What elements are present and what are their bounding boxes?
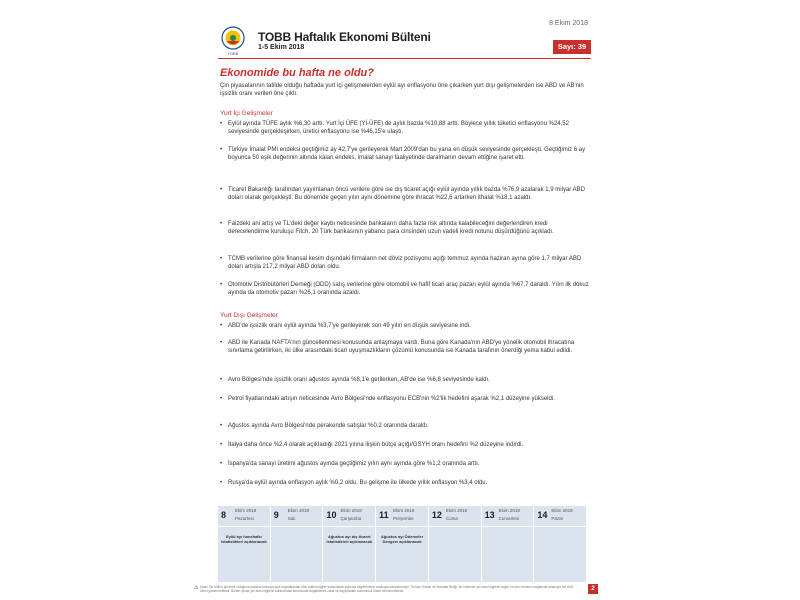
bulletin-week: 1-5 Ekim 2018 xyxy=(258,44,305,51)
warning-icon: ⚠ xyxy=(194,585,199,591)
day-name: Pazartesi xyxy=(235,516,254,521)
day-note: Ağustos ayı dış ticaret istatistikleri açıklanacak xyxy=(323,527,375,582)
day-note: Ağustos ayı Ödemeler Dengesi açıklanacak xyxy=(376,527,428,582)
day-note xyxy=(482,527,534,582)
intro-paragraph: Çin piyasalarının tatilde olduğu haftada yurt içi gelişmelerden eylül ayı enflasyonu öne çıkarken yurt dışı gelişmelerden ise ABD ve AB'nin işsizlik oranı verileri öne çıktı. xyxy=(220,83,584,97)
svg-text:TOBB: TOBB xyxy=(227,51,239,56)
day-name: Cuma xyxy=(445,516,458,521)
day-name: Salı xyxy=(287,516,296,521)
day-month: Ekim 2018 xyxy=(393,508,415,513)
day-month: Ekim 2018 xyxy=(551,508,573,513)
calendar-day xyxy=(376,506,428,582)
foreign-item: • İtalya daha önce %2,4 olarak açıkladığı 2021 yılına ilişkin bütçe açığı/GSYH oranı hedefini %2 düzeyine indirdi. xyxy=(220,442,524,448)
foreign-item: • Avro Bölgesi'nde işsizlik oranı ağustos ayında %8,1'e gerilerken, AB'de ise %6,8 seviyesinde kaldı. xyxy=(220,377,490,383)
foreign-item: • Rusya'da eylül ayında enflasyon aylık %0,2 oldu. Bu gelişme ile ülkede yıllık enflasyon %3,4 oldu. xyxy=(220,480,488,486)
domestic-item: • Otomotiv Distribütörleri Derneği (ODD) satış verilerine göre otomobil ve hafif ticari araç pazarı eylül ayında %67,7 daraldı. Yılın ilk dokuz ayında da otomotiv pazarı %26,1 oranında azaldı. xyxy=(220,282,589,296)
foreign-item: • Petrol fiyatlarındaki artışın neticesinde Avro Bölgesi'nde enflasyonu ECB'nin %2'lik hedefini aşarak %2,1 düzeyine yükseldi. xyxy=(220,396,555,402)
week-calendar xyxy=(218,506,586,582)
day-number: 13 xyxy=(484,510,495,520)
day-name: Perşembe xyxy=(393,516,414,521)
bulletin-title: TOBB Haftalık Ekonomi Bülteni xyxy=(258,30,431,44)
day-note xyxy=(429,527,481,582)
day-number: 14 xyxy=(537,510,548,520)
main-heading: Ekonomide bu hafta ne oldu? xyxy=(220,67,374,79)
calendar-day xyxy=(323,506,375,582)
foreign-item: • Ağustos ayında Avro Bölgesi'nde perakende satışlar %0,2 oranında daraldı. xyxy=(220,423,429,429)
domestic-item: • Ticaret Bakanlığı tarafından yayımlanan öncü verilere göre ise dış ticaret açığı eylül ayında yıllık bazda %76,9 azalarak 1,9 milyar ABD doları olarak gerçekleşti. Bu dönemde geçen yılın aynı dönemine göre ihracat %22,6 artarken ithalat %18,1 azaldı. xyxy=(220,187,585,201)
calendar-day xyxy=(534,506,586,582)
domestic-item: • Türkiye İmalat PMI endeksi geçtiğimiz ay 42,7'ye gerileyerek Mart 2009'dan bu yana en düşük seviyesinde gerçekleşti. Geçtiğimiz 6 ay boyunca 50 eşik değerinin altında kalan endeks, imalat sanayi faaliyetinde daralmanın devam ettiğine işaret etti. xyxy=(220,147,586,161)
day-month: Ekim 2018 xyxy=(287,508,309,513)
bulletin-page xyxy=(194,10,600,596)
day-name: Cumartesi xyxy=(498,516,520,521)
foreign-section-title: Yurt Dışı Gelişmeler xyxy=(220,312,278,319)
day-note: Eylül ayı hanehalkı istatistikleri açıklanacak xyxy=(218,527,270,582)
foreign-item: • ABD ile Kanada NAFTA'nın güncellenmesi konusunda anlaşmaya vardı. Buna göre Kanada'nın ABD'ye yönelik otomobil ihracatına sınırlama getirilirken, iki ülke arasındaki ticari uyuşmazlıkların çözümü konusunda ise Kanada tarafının önerdiği yema kabul edildi. xyxy=(220,340,575,354)
day-name: Çarşamba xyxy=(340,516,362,521)
issue-badge: Sayı: 39 xyxy=(553,40,591,54)
calendar-day xyxy=(429,506,481,582)
day-month: Ekim 2018 xyxy=(235,508,257,513)
domestic-section-title: Yurt İçi Gelişmeler xyxy=(220,110,273,117)
day-month: Ekim 2018 xyxy=(340,508,362,513)
day-number: 11 xyxy=(379,510,389,520)
domestic-item: • Faizdeki ani artış ve TL'deki değer kaybı neticesinde bankaların daha fazla risk altında kalabileceğini değerlendiren kredi derecelendirme kuruluşu Fitch, 20 Türk bankasının yabancı para cinsinden uzun vadeli kredi notunu düşürdüğünü açıkladı. xyxy=(220,221,554,235)
day-number: 8 xyxy=(221,510,227,520)
calendar-day xyxy=(482,506,534,582)
day-note xyxy=(534,527,586,582)
calendar-day xyxy=(218,506,270,582)
day-name: Pazar xyxy=(551,516,564,521)
foreign-item: • İspanya'da sanayi üretimi ağustos ayında geçtiğimiz yılın aynı ayında göre %1,2 oranında arttı. xyxy=(220,461,480,467)
day-number: 10 xyxy=(326,510,337,520)
calendar-day xyxy=(271,506,323,582)
foreign-item: • ABD'de işsizlik oranı eylül ayında %3,7'ye gerileyerek son 49 yılın en düşük seviyesine indi. xyxy=(220,323,471,329)
day-month: Ekim 2018 xyxy=(498,508,520,513)
header-divider xyxy=(218,58,591,59)
domestic-item: • Eylül ayında TÜFE aylık %6,30 arttı. Yurt İçi ÜFE (Yİ-ÜFE) de aylık bazda %10,88 arttı. Böylece yıllık tüketici enflasyonu %24,52 seviyesinde gerçekleşirken, üretici enflasyonu ise %46,15'e ulaştı. xyxy=(220,121,569,135)
bulletin-date: 8 Ekim 2018 xyxy=(549,20,588,27)
day-number: 12 xyxy=(431,510,442,520)
tobb-logo xyxy=(220,25,246,57)
disclaimer: Uyarı: Bu bülten güvenilir olduğuna inanılan kamuya açık kaynaklardan elde edilen bilgiler kullanılarak yalnızca bilgilendirme amacıyla hazırlanmıştır. Türkiye Odalar ve Borsalar Birliği, bu bültende yer alan bilgilerin doğru ve tam olmasını sağlamak amacıyla her türlü özeni göstermektedir. Bülten içinde yer alan bilgilerin kullanılması sonucunda doğabilecek zarar ve kayıplardan sorumluluk kabul edilmemektedir. xyxy=(200,585,574,593)
day-number: 9 xyxy=(273,510,279,520)
day-note xyxy=(271,527,323,582)
page-number: 2 xyxy=(588,584,598,594)
day-month: Ekim 2018 xyxy=(445,508,468,513)
domestic-item: • TCMB verilerine göre finansal kesim dışındaki firmaların net döviz pozisyonu açığı temmuz ayında haziran ayına göre 1,7 milyar ABD doları artışla 217,2 milyar ABD doları oldu. xyxy=(220,256,582,270)
